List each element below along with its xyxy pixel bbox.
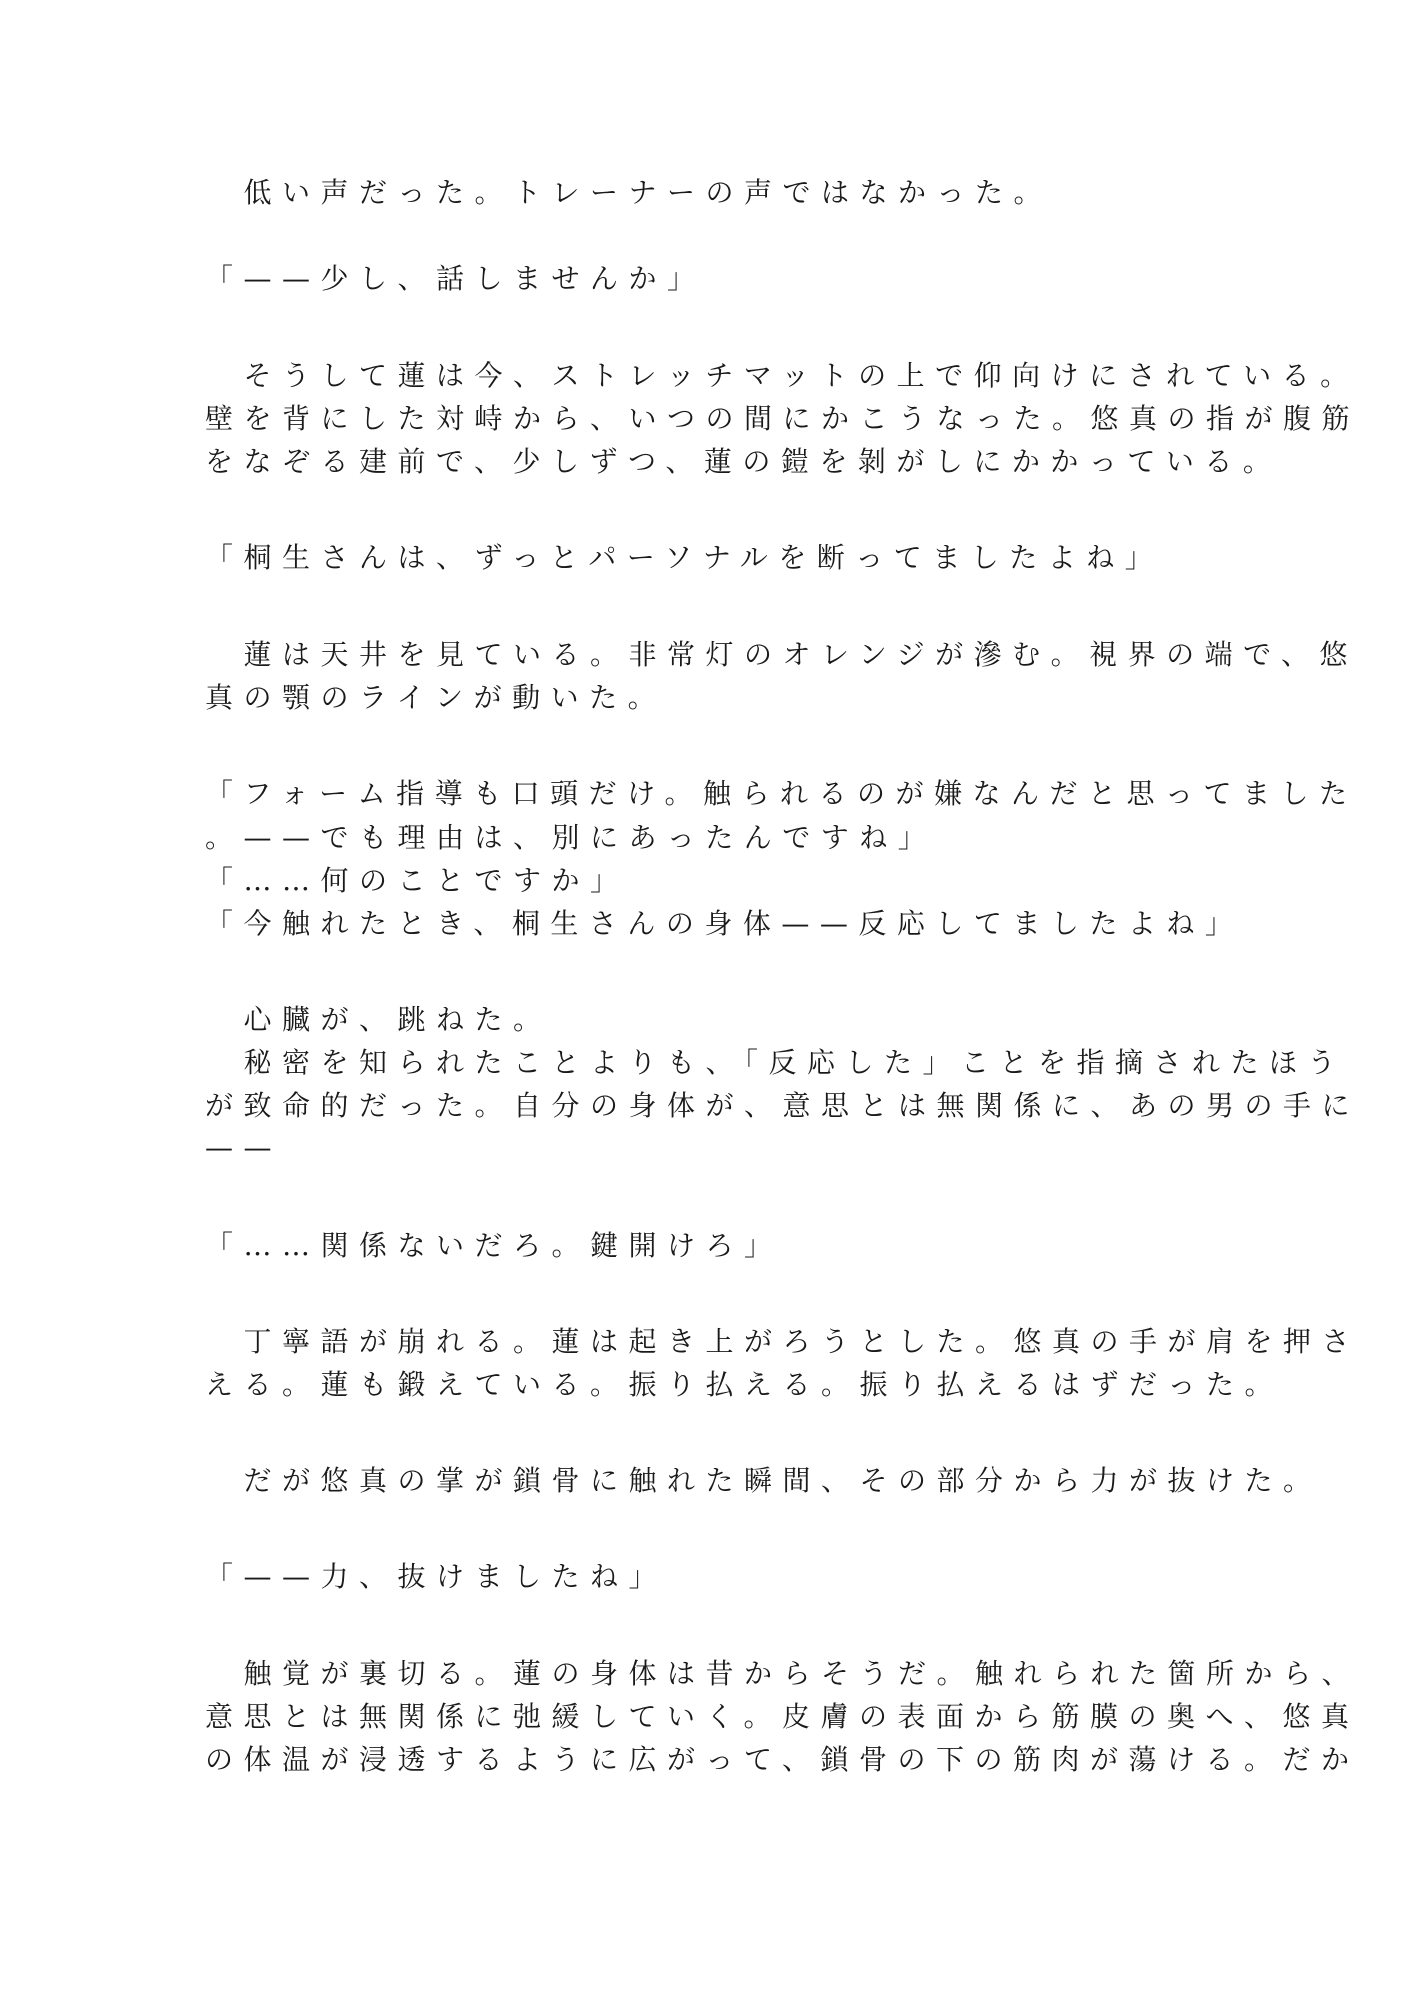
text-line: 意思とは無関係に弛緩していく。皮膚の表面から筋膜の奥へ、悠真 bbox=[205, 1700, 1360, 1733]
text-line: 。——でも理由は、別にあったんですね」 bbox=[205, 821, 937, 854]
text-line: 秘密を知られたことよりも、「反応した」ことを指摘されたほう bbox=[205, 1046, 1347, 1079]
text-line: 「……何のことですか」 bbox=[205, 864, 629, 897]
text-line: そうして蓮は今、ストレッチマットの上で仰向けにされている。 bbox=[205, 359, 1359, 392]
text-line: 「今触れたとき、桐生さんの身体——反応してましたよね」 bbox=[205, 907, 1244, 940]
text-line: 壁を背にした対峙から、いつの間にかこうなった。悠真の指が腹筋 bbox=[205, 402, 1361, 435]
text-line: 「……関係ないだろ。鍵開けろ」 bbox=[205, 1229, 783, 1262]
text-line: 「——力、抜けましたね」 bbox=[205, 1560, 668, 1593]
text-line: 丁寧語が崩れる。蓮は起き上がろうとした。悠真の手が肩を押さ bbox=[205, 1325, 1361, 1358]
text-line: 蓮は天井を見ている。非常灯のオレンジが滲む。視界の端で、悠 bbox=[205, 638, 1359, 671]
text-line: 低い声だった。トレーナーの声ではなかった。 bbox=[205, 176, 1053, 209]
text-line: 触覚が裏切る。蓮の身体は昔からそうだ。触れられた箇所から、 bbox=[205, 1657, 1361, 1690]
text-line: 「——少し、話しませんか」 bbox=[205, 262, 706, 295]
text-line: 心臓が、跳ねた。 bbox=[205, 1003, 552, 1036]
text-line: —— bbox=[205, 1131, 282, 1164]
text-line: の体温が浸透するように広がって、鎖骨の下の筋肉が蕩ける。だか bbox=[205, 1743, 1360, 1776]
text-line: える。蓮も鍛えている。振り払える。振り払えるはずだった。 bbox=[205, 1368, 1284, 1401]
text-line: 「フォーム指導も口頭だけ。触られるのが嫌なんだと思ってました bbox=[205, 777, 1358, 810]
text-line: をなぞる建前で、少しずつ、蓮の鎧を剝がしにかかっている。 bbox=[205, 445, 1282, 478]
text-line: だが悠真の掌が鎖骨に触れた瞬間、その部分から力が抜けた。 bbox=[205, 1464, 1322, 1497]
text-line: が致命的だった。自分の身体が、意思とは無関係に、あの男の手に bbox=[205, 1089, 1361, 1122]
text-line: 「桐生さんは、ずっとパーソナルを断ってましたよね」 bbox=[205, 541, 1164, 574]
text-line: 真の顎のラインが動いた。 bbox=[205, 681, 667, 714]
